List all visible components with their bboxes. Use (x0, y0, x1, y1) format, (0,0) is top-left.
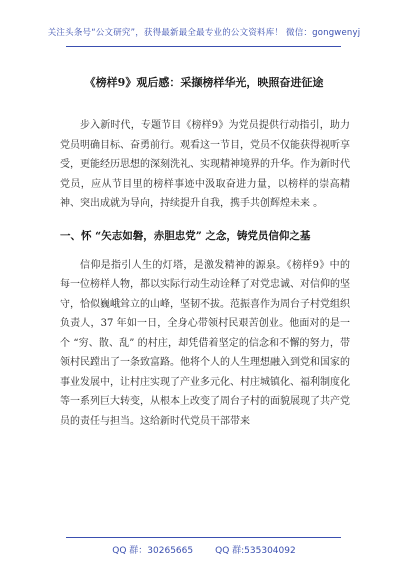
header-rule (66, 46, 341, 47)
footer (0, 543, 408, 556)
footer-qq-group-1: QQ 群：30265665 (112, 546, 194, 556)
header-note: 关注头条号“公文研究”，获得最新最全最专业的公文资料库！ 微信：gongwenyj (47, 28, 361, 38)
footer-qq-group-2: QQ 群:535304092 (215, 546, 296, 556)
paragraph-intro: 步入新时代，专题节目《榜样9》为党员提供行动指引，助力党员明确目标、奋勇前行。观看这一节目，党员不仅能获得视听享受，更能经历思想的深刻洗礼、实现精神境界的升华。作为新时代党员，应从节目里的榜样事迹中汲取奋进力量，以榜样的崇高精神、突出成就为导向，持续提升自我，携手共创辉煌未来 。 (60, 120, 350, 209)
paragraph-section-1: 信仰是指引人生的灯塔，是激发精神的源泉。《榜样9》中的每一位榜样人物，都以实际行动生动诠释了对党忠诚、对信仰的坚守，恰似巍峨耸立的山峰，坚韧不拔。范振喜作为周台子村党组织负责人，37 年如一日，全身心带领村民艰苦创业。他面对的是一个 “穷、散、乱” 的村庄，却凭借着坚定的信念和不懈的努力，带领村民蹚出了一条致富路。他将个人的人生理想融入到党和国家的事业发展中，让村庄实现了产业多元化、村庄城镇化、福利制度化等一系列巨大转变，从根本上改变了周台子村的面貌展现了共产党员的责任与担当。这给新时代党员干部带来 (60, 259, 350, 427)
section-heading: 一、怀 “矢志如磐，赤胆忠党” 之念，铸党员信仰之基 (60, 229, 311, 242)
footer-rule (66, 537, 341, 538)
document-body (60, 116, 350, 431)
document-title: 《榜样9》观后感：采撷榜样华光，映照奋进征途 (84, 76, 324, 89)
